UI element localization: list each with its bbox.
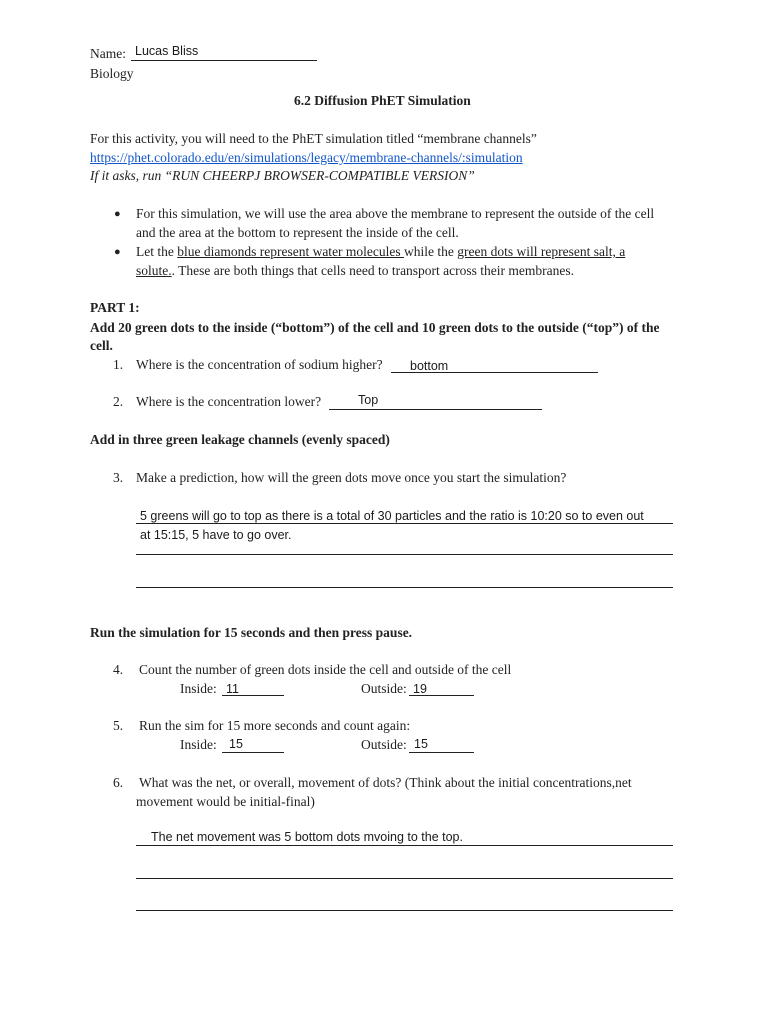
q6-underline-3 bbox=[136, 910, 673, 911]
bullet-1-line-1: For this simulation, we will use the area above the membrane to represent the outside of the cell bbox=[136, 206, 655, 221]
part-1-heading: PART 1: bbox=[90, 300, 140, 315]
bullet-2-solute-text: solute. bbox=[136, 263, 172, 278]
simulation-link[interactable]: https://phet.colorado.edu/en/simulations/legacy/membrane-channels/:simulation bbox=[90, 150, 523, 165]
page-title: 6.2 Diffusion PhET Simulation bbox=[294, 93, 471, 108]
bullet-1-line-2: and the area at the bottom to represent the inside of the cell. bbox=[136, 225, 459, 240]
q5-inside-label: Inside: bbox=[180, 737, 217, 752]
q6-number: 6. bbox=[113, 775, 124, 790]
q1-answer[interactable]: bottom bbox=[410, 359, 449, 373]
bullet-2-prefix: Let the bbox=[136, 244, 178, 259]
q4-text: Count the number of green dots inside the cell and outside of the cell bbox=[139, 662, 512, 677]
q2-text: Where is the concentration lower? bbox=[136, 394, 322, 409]
q4-outside-underline bbox=[409, 695, 474, 696]
q4-inside-value[interactable]: 11 bbox=[226, 682, 239, 696]
q6-underline-1 bbox=[136, 845, 673, 846]
name-value[interactable]: Lucas Bliss bbox=[135, 44, 199, 58]
q6-underline-2 bbox=[136, 878, 673, 879]
run-heading: Run the simulation for 15 seconds and then press pause. bbox=[90, 625, 413, 640]
bullet-2-suffix: . These are both things that cells need to transport across their membranes. bbox=[171, 263, 575, 278]
q3-answer-line-1[interactable]: 5 greens will go to top as there is a total of 30 particles and the ratio is 10:20 so to even out bbox=[140, 509, 644, 523]
q5-inside-underline bbox=[222, 752, 284, 753]
q2-answer[interactable]: Top bbox=[358, 393, 379, 407]
intro-note: If it asks, run “RUN CHEERPJ BROWSER-COMPATIBLE VERSION” bbox=[90, 168, 475, 183]
course-label: Biology bbox=[90, 66, 134, 81]
q1-number: 1. bbox=[113, 357, 124, 372]
q3-underline-2 bbox=[136, 554, 673, 555]
part-1-instruction-line-2: cell. bbox=[90, 338, 113, 353]
bullet-2-salt-text: green dots will represent salt, a bbox=[457, 244, 626, 259]
q6-text-line-2: movement would be initial-final) bbox=[136, 794, 315, 809]
bullet-icon: ● bbox=[114, 208, 121, 220]
q3-text: Make a prediction, how will the green dots move once you start the simulation? bbox=[136, 470, 567, 485]
q3-number: 3. bbox=[113, 470, 124, 485]
bullet-2-line-1 bbox=[136, 244, 625, 260]
bullet-icon: ● bbox=[114, 246, 121, 258]
q1-underline bbox=[391, 372, 598, 373]
q2-number: 2. bbox=[113, 394, 124, 409]
intro-text: For this activity, you will need to the PhET simulation titled “membrane channels” bbox=[90, 131, 537, 146]
part-1-instruction-line-1: Add 20 green dots to the inside (“bottom”) of the cell and 10 green dots to the outside (“top”) of the bbox=[90, 320, 660, 335]
q5-outside-value[interactable]: 15 bbox=[414, 737, 428, 751]
q3-underline-3 bbox=[136, 587, 673, 588]
q6-text-line-1: What was the net, or overall, movement of dots? (Think about the initial concentrations,net bbox=[139, 775, 632, 790]
bullet-2-middle: while the bbox=[404, 244, 458, 259]
q4-inside-label: Inside: bbox=[180, 681, 217, 696]
q6-answer[interactable]: The net movement was 5 bottom dots mvoing to the top. bbox=[151, 830, 463, 844]
q3-underline-1 bbox=[136, 523, 673, 524]
name-underline bbox=[131, 60, 317, 61]
q4-outside-label: Outside: bbox=[361, 681, 407, 696]
bullet-2-water-text: blue diamonds represent water molecules bbox=[177, 244, 405, 259]
q5-outside-label: Outside: bbox=[361, 737, 407, 752]
bullet-2-line-2 bbox=[136, 263, 574, 279]
q5-number: 5. bbox=[113, 718, 124, 733]
name-label: Name: bbox=[90, 46, 126, 61]
q1-text: Where is the concentration of sodium higher? bbox=[136, 357, 383, 372]
q5-text: Run the sim for 15 more seconds and count again: bbox=[139, 718, 411, 733]
q3-answer-line-2[interactable]: at 15:15, 5 have to go over. bbox=[140, 528, 292, 542]
q5-inside-value[interactable]: 15 bbox=[229, 737, 243, 751]
q2-underline bbox=[329, 409, 542, 410]
q5-outside-underline bbox=[409, 752, 474, 753]
q4-inside-underline bbox=[222, 695, 284, 696]
leakage-heading: Add in three green leakage channels (evenly spaced) bbox=[90, 432, 390, 447]
q4-number: 4. bbox=[113, 662, 124, 677]
q4-outside-value[interactable]: 19 bbox=[413, 682, 427, 696]
